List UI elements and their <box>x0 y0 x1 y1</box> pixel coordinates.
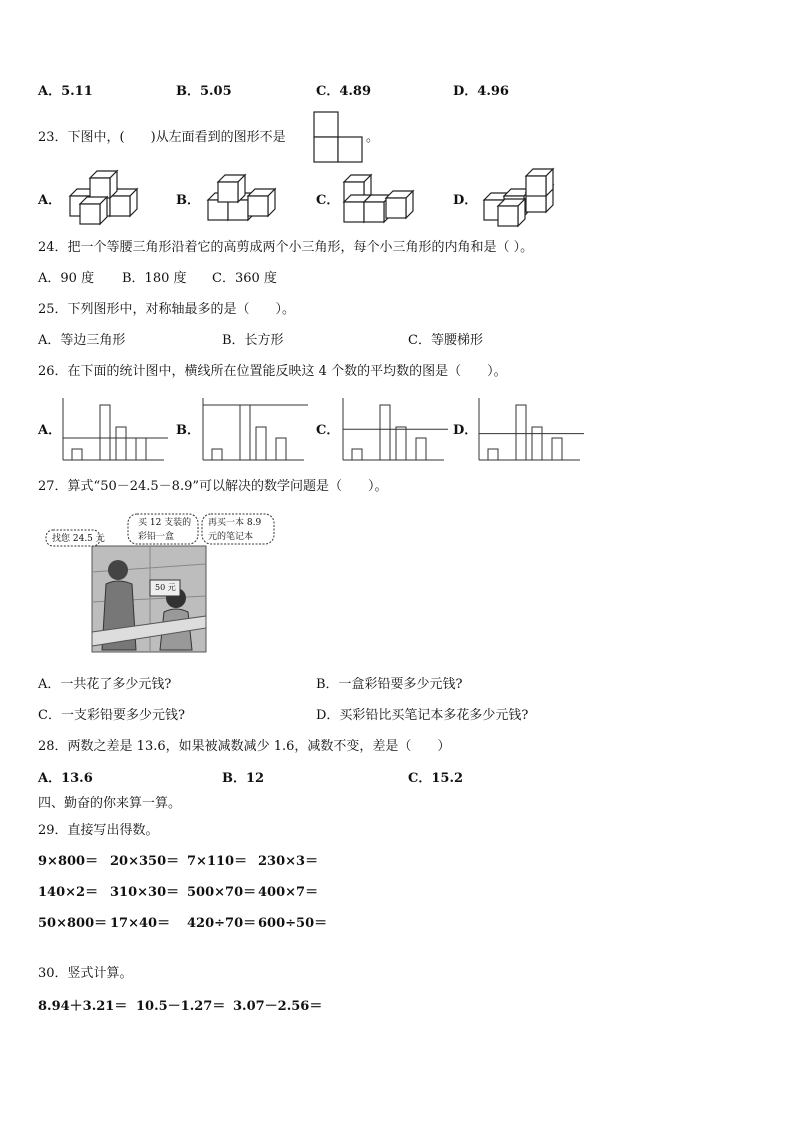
q29-expression: 500×70＝ <box>187 885 257 900</box>
q23-stem-text: 23．下图中，( )从左面看到的图形不是 <box>38 130 286 145</box>
q23-cubes-d <box>480 170 556 228</box>
cube <box>218 175 245 202</box>
q28-option-b: B．12 <box>222 771 265 786</box>
q25-stem: 25．下列图形中，对称轴最多的是（ ）。 <box>38 302 296 317</box>
q27-stem: 27．算式“50－24.5－8.9”可以解决的数学问题是（ ）。 <box>38 479 388 494</box>
cube <box>80 197 107 224</box>
q29-expression: 600÷50＝ <box>258 916 328 931</box>
q27-option-b: B．一盒彩铅要多少元钱? <box>316 677 463 692</box>
q26-chart-b <box>202 398 308 462</box>
bar <box>488 449 498 460</box>
q24-option-c: C．360 度 <box>212 271 277 286</box>
q27-illustration <box>40 512 262 652</box>
q23-stem <box>38 130 286 146</box>
q22-option-b: B．5.05 <box>176 84 232 99</box>
q23-stem-end: 。 <box>366 130 380 145</box>
q27-option-d: D．买彩铅比买笔记本多花多少元钱? <box>316 708 529 723</box>
bar <box>256 427 266 460</box>
q22-option-a: A．5.11 <box>38 84 93 99</box>
q29-expression: 400×7＝ <box>258 885 319 900</box>
q25-option-c: C．等腰梯形 <box>408 333 483 348</box>
q29-expression: 50×800＝ <box>38 916 108 931</box>
q27-option-a: A．一共花了多少元钱? <box>38 677 172 692</box>
q26-option-a: A． <box>38 423 62 438</box>
q26-chart-c <box>342 398 448 462</box>
q23-cubes-c <box>340 170 416 228</box>
bar <box>72 449 82 460</box>
bubble-change: 找您 24.5 元 <box>52 534 105 544</box>
bar <box>552 438 562 460</box>
q23-option-c: C． <box>316 193 340 208</box>
q30-item-1: 8.94＋3.21＝ <box>38 999 128 1014</box>
q29-expression: 17×40＝ <box>110 916 171 931</box>
bubble-pencils-line2: 彩铅一盒 <box>138 532 175 542</box>
q26-stem: 26．在下面的统计图中，横线所在位置能反映这 4 个数的平均数的图是（ ）。 <box>38 364 507 379</box>
q30-stem: 30．竖式计算。 <box>38 966 133 981</box>
q29-expression: 140×2＝ <box>38 885 99 900</box>
bar <box>532 427 542 460</box>
q29-expression: 420÷70＝ <box>187 916 257 931</box>
q26-option-c: C． <box>316 423 340 438</box>
section-heading: 四、勤奋的你来算一算。 <box>38 796 182 811</box>
bar <box>380 405 390 460</box>
cube <box>526 169 553 196</box>
q24-option-b: B．180 度 <box>122 271 187 286</box>
bubble-notebook-line2: 元的笔记本 <box>208 532 254 542</box>
q26-chart-a <box>62 398 168 462</box>
cube <box>248 189 275 216</box>
cube <box>386 191 413 218</box>
q25-option-a: A．等边三角形 <box>38 333 126 348</box>
bar <box>396 427 406 460</box>
cube <box>498 199 525 226</box>
bubble-notebook-line1: 再买一本 8.9 <box>208 518 262 528</box>
q29-stem: 29．直接写出得数。 <box>38 823 159 838</box>
q27-option-c: C．一支彩铅要多少元钱? <box>38 708 185 723</box>
bar <box>352 449 362 460</box>
q28-option-a: A．13.6 <box>38 771 93 786</box>
q29-expression: 20×350＝ <box>110 854 180 869</box>
bar <box>276 438 286 460</box>
q25-option-b: B．长方形 <box>222 333 284 348</box>
q23-reference-figure <box>314 112 364 164</box>
q30-item-2: 10.5－1.27＝ <box>136 999 226 1014</box>
bar <box>212 449 222 460</box>
bill-label: 50 元 <box>155 583 176 592</box>
q29-expression: 310×30＝ <box>110 885 180 900</box>
q22-option-d: D．4.96 <box>453 84 509 99</box>
q30-item-3: 3.07－2.56＝ <box>233 999 323 1014</box>
q29-expression: 9×800＝ <box>38 854 99 869</box>
q28-option-c: C．15.2 <box>408 771 464 786</box>
cube <box>90 171 117 198</box>
q23-option-a: A． <box>38 193 62 208</box>
q24-stem: 24．把一个等腰三角形沿着它的高剪成两个小三角形，每个小三角形的内角和是（ ）。 <box>38 240 534 255</box>
q23-option-d: D． <box>453 193 478 208</box>
bar <box>136 438 146 460</box>
q26-chart-d <box>478 398 584 462</box>
q26-option-b: B． <box>176 423 200 438</box>
q29-expression: 230×3＝ <box>258 854 319 869</box>
q23-cubes-a <box>66 170 142 228</box>
q22-option-c: C．4.89 <box>316 84 372 99</box>
q24-option-a: A．90 度 <box>38 271 95 286</box>
q29-expression: 7×110＝ <box>187 854 248 869</box>
q26-option-d: D． <box>453 423 478 438</box>
bar <box>116 427 126 460</box>
bar <box>240 405 250 460</box>
bar <box>416 438 426 460</box>
q23-cubes-b <box>204 172 280 228</box>
bar <box>100 405 110 460</box>
q28-stem: 28．两数之差是 13.6，如果被减数减少 1.6，减数不变，差是（ ） <box>38 739 451 754</box>
bar <box>516 405 526 460</box>
bubble-pencils-line1: 买 12 支装的 <box>138 518 192 528</box>
q23-option-b: B． <box>176 193 200 208</box>
